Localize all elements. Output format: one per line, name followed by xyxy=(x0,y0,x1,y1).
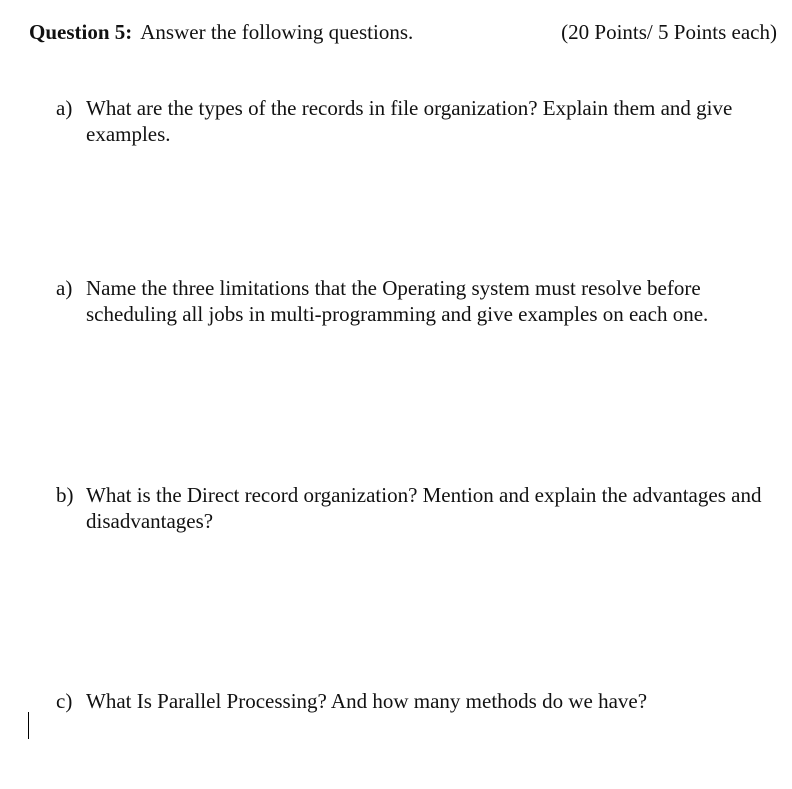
points-label: (20 Points/ 5 Points each) xyxy=(561,20,777,44)
question-label: Question 5: xyxy=(29,20,133,44)
item-marker: c) xyxy=(56,689,73,713)
question-text: Name the three limitations that the Operating system must resolve before scheduling all jobs in multi-programming and give examples on each one. xyxy=(86,276,709,326)
question-header xyxy=(29,18,777,46)
question-instruction: Answer the following questions. xyxy=(140,20,414,44)
item-marker: a) xyxy=(56,96,73,120)
question-item xyxy=(56,482,781,534)
item-marker: b) xyxy=(56,483,74,507)
question-text: What Is Parallel Processing? And how many methods do we have? xyxy=(86,689,648,713)
question-text: What are the types of the records in file organization? Explain them and give examples. xyxy=(86,96,733,146)
text-cursor xyxy=(28,712,29,739)
question-item xyxy=(56,95,781,147)
question-text: What is the Direct record organization? Mention and explain the advantages and disadvantages? xyxy=(86,483,762,533)
question-item xyxy=(56,275,781,327)
question-item xyxy=(56,688,781,714)
item-marker: a) xyxy=(56,276,73,300)
